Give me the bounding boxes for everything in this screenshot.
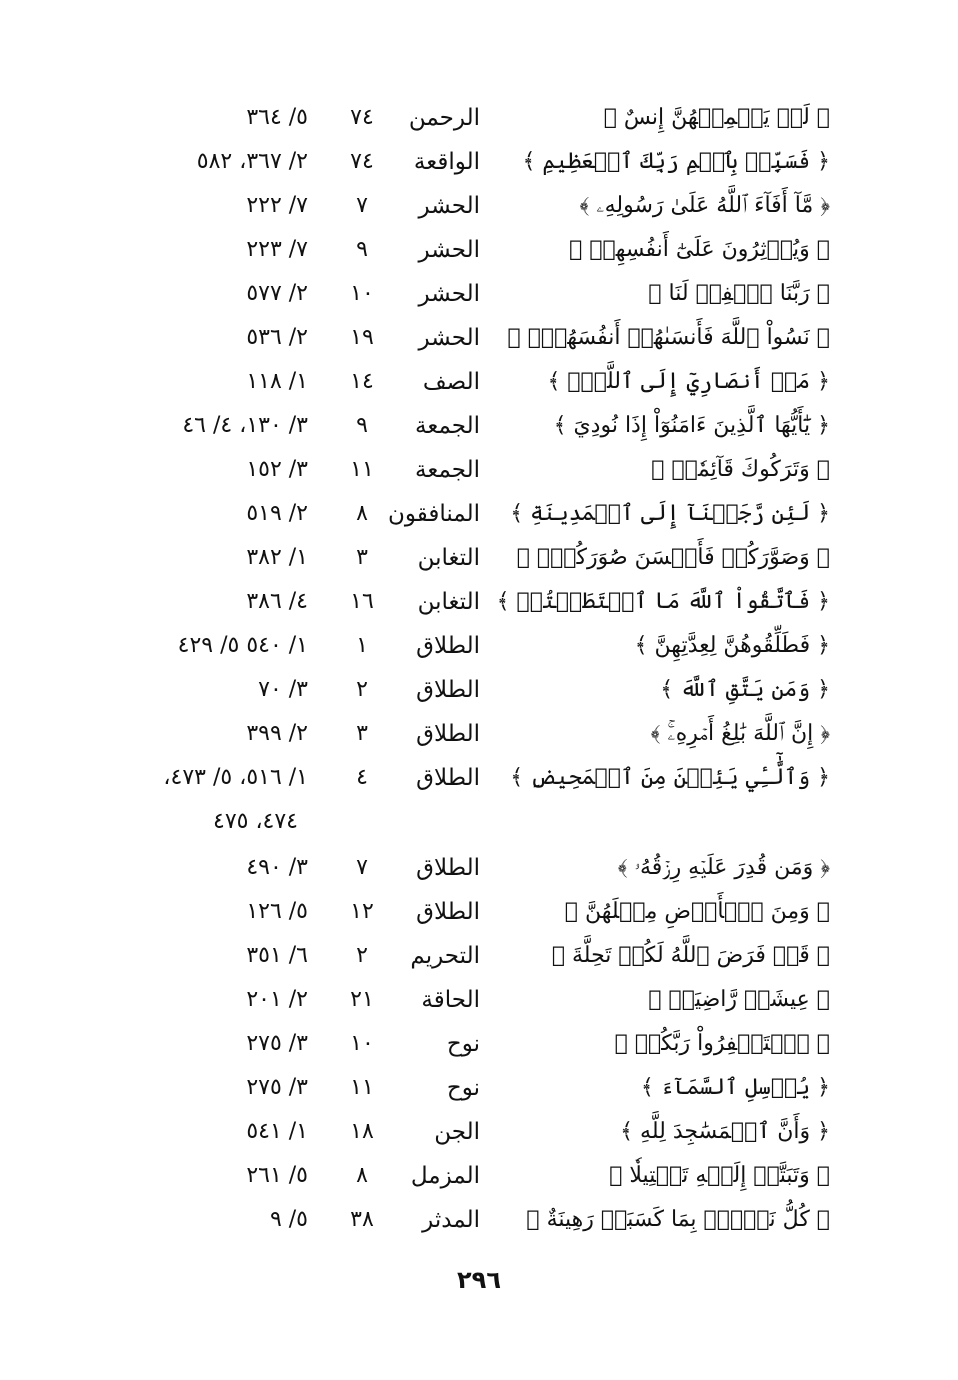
index-row [0, 1022, 958, 1066]
verse-text: ﴿ عِيشَةٖ رَّاضِيَةٖ ﴾ [648, 987, 830, 1012]
verse-text: ﴿ لَمۡ يَطۡمِثۡهُنَّ إِنسٌ ﴾ [603, 105, 830, 130]
page-number: ٢٩٦ [457, 1266, 501, 1294]
ayah-number: ١٨ [350, 1119, 374, 1144]
ayah-number: ١ [356, 633, 368, 658]
verse-text: ﴿ نَسُواْ ٱللَّهَ فَأَنسَىٰهُمۡ أَنفُسَهُمۡۚ ﴾ [507, 325, 830, 350]
surah-name: الطلاق [416, 677, 480, 703]
surah-name: الحشر [418, 325, 480, 351]
index-row [0, 404, 958, 448]
verse-text: ﴿ قَدۡ فَرَضَ ٱللَّهُ لَكُمۡ تَحِلَّةَ ﴾ [551, 943, 830, 968]
volume-page-reference: ١/ ٥٤٠ ٥/ ٤٢٩ [177, 633, 308, 658]
volume-page-reference: ٣/ ١٣٠، ٤/ ٤٦ [182, 413, 308, 438]
ayah-number: ١١ [350, 457, 374, 482]
verse-text: ﴿ وَمَن يَتَّقِ ٱللَّهَ ﴾ [660, 677, 830, 702]
index-row [0, 756, 958, 800]
volume-page-reference: ٢/ ٢٠١ [246, 987, 308, 1012]
verse-text: ﴿ وَتَرَكُوكَ قَآئِمٗاۚ ﴾ [651, 457, 830, 482]
index-row [0, 580, 958, 624]
volume-page-reference: ٢/ ٥٣٦ [246, 325, 308, 350]
volume-page-reference: ٤/ ٣٨٦ [246, 589, 308, 614]
ayah-number: ١٠ [350, 281, 374, 306]
surah-name: نوح [446, 1075, 480, 1101]
surah-name: الطلاق [416, 899, 480, 925]
surah-name: الجمعة [415, 413, 480, 439]
ayah-number: ٧٤ [350, 149, 374, 174]
surah-name: الصف [422, 369, 480, 395]
surah-name: الطلاق [416, 765, 480, 791]
volume-page-reference: ٥/ ٢٦١ [246, 1163, 308, 1188]
ayah-number: ١٠ [350, 1031, 374, 1056]
surah-name: الحشر [418, 193, 480, 219]
ayah-number: ١٢ [350, 899, 374, 924]
ayah-number: ٩ [356, 237, 368, 262]
surah-name: الطلاق [416, 633, 480, 659]
index-row [0, 1110, 958, 1154]
ayah-number: ٣٨ [350, 1207, 374, 1232]
surah-name: نوح [446, 1031, 480, 1057]
index-row [0, 846, 958, 890]
verse-text: ﴿ وَصَوَّرَكُمۡ فَأَحۡسَنَ صُوَرَكُمۡۖ ﴾ [516, 545, 830, 570]
ayah-number: ٢ [356, 943, 368, 968]
index-row [0, 492, 958, 536]
volume-page-reference: ٢/ ٣٩٩ [246, 721, 308, 746]
ayah-number: ٨ [356, 1163, 368, 1188]
verse-text: ﴿ كُلُّ نَفۡسِۭ بِمَا كَسَبَتۡ رَهِينَةٌ ﴾ [526, 1207, 830, 1232]
ayah-number: ٢١ [350, 987, 374, 1012]
volume-page-reference: ٥/ ١٢٦ [246, 899, 308, 924]
surah-name: التغابن [417, 589, 480, 615]
index-row [0, 272, 958, 316]
ayah-number: ٧ [356, 193, 368, 218]
volume-page-reference: ٥/ ٣٦٤ [246, 105, 308, 130]
verse-text: ﴿ وَمَن قُدِرَ عَلَيۡهِ رِزۡقُهُۥ ﴾ [617, 855, 830, 880]
verse-text: ﴿ وَٱلَّٰٓـِٔي يَئِسۡنَ مِنَ ٱلۡمَحِيضِ ﴾ [510, 765, 830, 790]
ayah-number: ٢ [356, 677, 368, 702]
surah-name: المزمل [410, 1163, 480, 1189]
volume-page-reference: ٢/ ٥٧٧ [246, 281, 308, 306]
volume-page-reference: ١/ ١١٨ [246, 369, 308, 394]
verse-text: ﴿ يُرۡسِلِ ٱلسَّمَآءَ ﴾ [640, 1075, 830, 1100]
ayah-number: ٤ [356, 765, 368, 790]
surah-name: الجن [434, 1119, 480, 1145]
ayah-number: ٣ [356, 721, 368, 746]
index-row [0, 624, 958, 668]
volume-page-reference: ٣/ ١٥٢ [246, 457, 308, 482]
index-row [0, 316, 958, 360]
index-row [0, 1198, 958, 1242]
index-row [0, 140, 958, 184]
volume-page-reference: ٧/ ٢٢٢ [246, 193, 308, 218]
verse-text: ﴿ وَتَبَتَّلۡ إِلَيۡهِ تَبۡتِيلٗا ﴾ [609, 1163, 830, 1188]
index-row [0, 96, 958, 140]
verse-text: ﴿ رَبَّنَا ٱغۡفِرۡ لَنَا ﴾ [648, 281, 830, 306]
volume-page-reference: ٢/ ٣٦٧، ٥٨٢ [196, 149, 308, 174]
index-row [0, 1066, 958, 1110]
surah-name: الواقعة [413, 149, 480, 175]
ayah-number: ١٩ [350, 325, 374, 350]
surah-name: الرحمن [408, 105, 480, 131]
index-row [0, 712, 958, 756]
verse-text: ﴿ إِنَّ ٱللَّهَ بَٰلِغُ أَمۡرِهِۦۚ ﴾ [650, 721, 830, 746]
index-row [0, 668, 958, 712]
volume-page-reference: ١/ ٣٨٢ [246, 545, 308, 570]
volume-page-reference-continued: ٤٧٤، ٤٧٥ [213, 809, 298, 834]
surah-name: الحشر [418, 237, 480, 263]
surah-name: المنافقون [387, 501, 480, 527]
volume-page-reference: ٢/ ٥١٩ [246, 501, 308, 526]
ayah-number: ٩ [356, 413, 368, 438]
volume-page-reference: ٦/ ٣٥١ [246, 943, 308, 968]
surah-name: المدثر [422, 1207, 480, 1233]
verse-text: ﴿ يَٰٓأَيُّهَا ٱلَّذِينَ ءَامَنُوٓاْ إِذَا نُودِيَ ﴾ [553, 413, 830, 438]
volume-page-reference: ١/ ٥٤١ [246, 1119, 308, 1144]
index-row [0, 536, 958, 580]
verse-index-table [0, 96, 958, 1242]
surah-name: الطلاق [416, 855, 480, 881]
surah-name: الحشر [418, 281, 480, 307]
verse-text: ﴿ وَمِنَ ٱلۡأَرۡضِ مِثۡلَهُنَّ ﴾ [564, 899, 830, 924]
index-row [0, 1154, 958, 1198]
surah-name: التغابن [417, 545, 480, 571]
volume-page-reference: ٣/ ٧٠ [258, 677, 308, 702]
verse-text: ﴿ وَيُؤۡثِرُونَ عَلَىٰٓ أَنفُسِهِمۡ ﴾ [569, 237, 830, 262]
surah-name: التحريم [410, 943, 480, 969]
ayah-number: ٨ [356, 501, 368, 526]
verse-text: ﴿ لَئِن رَّجَعۡنَآ إِلَى ٱلۡمَدِينَةِ ﴾ [510, 501, 830, 526]
ayah-number: ٧ [356, 855, 368, 880]
index-row [0, 934, 958, 978]
verse-text: ﴿ ٱسۡتَغۡفِرُواْ رَبَّكُمۡ ﴾ [614, 1031, 830, 1056]
index-row [0, 448, 958, 492]
volume-page-reference: ٣/ ٤٩٠ [246, 855, 308, 880]
ayah-number: ١٦ [350, 589, 374, 614]
volume-page-reference: ٣/ ٢٧٥ [246, 1075, 308, 1100]
surah-name: الجمعة [415, 457, 480, 483]
verse-text: ﴿ وَأَنَّ ٱلۡمَسَٰجِدَ لِلَّهِ ﴾ [620, 1119, 830, 1144]
index-row-continuation [0, 800, 958, 844]
verse-text: ﴿ فَسَبِّحۡ بِٱسۡمِ رَبِّكَ ٱلۡعَظِيمِ ﴾ [522, 149, 830, 174]
verse-text: ﴿ فَطَلِّقُوهُنَّ لِعِدَّتِهِنَّ ﴾ [634, 633, 830, 658]
verse-text: ﴿ مَّآ أَفَآءَ ٱللَّهُ عَلَىٰ رَسُولِهِۦ ﴾ [579, 193, 830, 218]
surah-name: الطلاق [416, 721, 480, 747]
index-row [0, 360, 958, 404]
index-row [0, 228, 958, 272]
volume-page-reference: ٧/ ٢٢٣ [246, 237, 308, 262]
volume-page-reference: ٥/ ٩ [269, 1207, 308, 1232]
ayah-number: ١٤ [350, 369, 374, 394]
volume-page-reference: ١/ ٥١٦، ٥/ ٤٧٣، [163, 765, 308, 790]
index-row [0, 890, 958, 934]
verse-text: ﴿ فَٱتَّقُواْ ٱللَّهَ مَا ٱسۡتَطَعۡتُمۡ ﴾ [496, 589, 830, 614]
ayah-number: ١١ [350, 1075, 374, 1100]
index-row [0, 184, 958, 228]
verse-text: ﴿ مَنۡ أَنصَارِيٓ إِلَى ٱللَّهِۖ ﴾ [547, 369, 830, 394]
ayah-number: ٣ [356, 545, 368, 570]
volume-page-reference: ٣/ ٢٧٥ [246, 1031, 308, 1056]
ayah-number: ٧٤ [350, 105, 374, 130]
surah-name: الحاقة [421, 987, 480, 1013]
index-row [0, 978, 958, 1022]
